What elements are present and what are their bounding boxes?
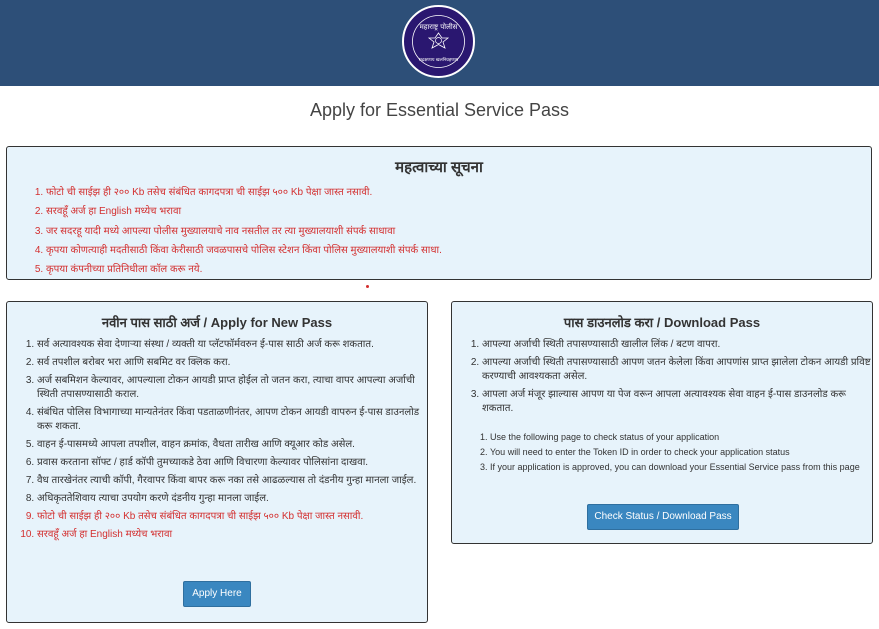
page-title: Apply for Essential Service Pass: [309, 100, 570, 120]
list-item: 5. वाहन ई-पासमध्ये आपला तपशील, वाहन क्रमांक, वैधता तारीख आणि क्यूआर कोड असेल.: [37, 438, 427, 452]
download-instructions-marathi: [470, 338, 874, 420]
list-item: 1. आपल्या अर्जाची स्थिती तपासण्यासाठी खालील लिंक / बटण वापरा.: [482, 338, 874, 352]
list-item: 3. अर्ज सबमिशन केल्यावर, आपल्याला टोकन आयडी प्राप्त होईल तो जतन करा, त्याचा वापर आपल्या अर्जाची स्थिती तपासण्यासाठी कराल.: [37, 374, 427, 402]
list-item: 1. Use the following page to check status of your application: [490, 430, 872, 445]
download-pass-panel: [451, 301, 873, 544]
list-item: 10. सरवहूँ अर्ज हा English मध्येच भरावा: [37, 528, 427, 542]
download-instructions-english: [480, 430, 872, 475]
list-item: 2. You will need to enter the Token ID in order to check your application status: [490, 445, 872, 460]
list-item: 3. आपला अर्ज मंजूर झाल्यास आपण या पेज वरून आपला अत्यावश्यक सेवा वाहन ई-पास डाउनलोड करू शकतात.: [482, 388, 874, 416]
list-item: 9. फोटो ची साईझ ही २०० Kb तसेच संबंधित कागदपत्रा ची साईझ ५०० Kb पेक्षा जास्त नसावी.: [37, 510, 427, 524]
apply-panel-title: नवीन पास साठी अर्ज / Apply for New Pass: [101, 315, 333, 330]
separator-dot: [366, 285, 369, 288]
list-item: 4. संबंधित पोलिस विभागाच्या मान्यतेनंतर किंवा पडताळणीनंतर, आपण टोकन आयडी वापरुन ई-पास डाउनलोड करू शकता.: [37, 406, 427, 434]
list-item: 2. सर्व तपशील बरोबर भरा आणि सबमिट वर क्लिक करा.: [37, 356, 427, 370]
notice-list: [41, 183, 442, 279]
list-item: 2. आपल्या अर्जाची स्थिती तपासण्यासाठी आपण जतन केलेला किंवा आपणांस प्राप्त झालेला टोकन आयडी प्रविष्ट करण्याची आवश्यकता असेल.: [482, 356, 874, 384]
apply-here-button[interactable]: Apply Here: [183, 581, 251, 607]
list-item: 7. वैध तारखेनंतर त्याची कॉपी, गैरवापर किंवा बापर करू नका तसे आढळल्यास तो दंडनीय गुन्हा मानला जाईल.: [37, 474, 427, 488]
important-notice-box: [6, 146, 872, 280]
notice-item: 4. कृपया कोणत्याही मदतीसाठी किंवा केरीसाठी जवळपासचे पोलिस स्टेशन किंवा पोलिस मुख्यालयाशी संपर्क साधा.: [46, 241, 442, 260]
notice-item: 3. जर सदरहू यादी मध्ये आपल्या पोलीस मुख्यालयाचे नाव नसतील तर त्या मुख्यालयाशी संपर्क साधावा: [46, 222, 442, 241]
list-item: 1. सर्व अत्यावश्यक सेवा देणाऱ्या संस्था / व्यक्ती या प्लॅटफॉर्मवरुन ई-पास साठी अर्ज करू शकतात.: [37, 338, 427, 352]
notice-title: महत्वाच्या सूचना: [395, 159, 483, 176]
apply-instructions-list: [25, 338, 427, 546]
header-bar: [0, 0, 879, 86]
notice-item: 2. सरवहूँ अर्ज हा English मध्येच भरावा: [46, 202, 442, 221]
logo-text-top: महाराष्ट्र पोलीस: [419, 23, 458, 31]
list-item: 8. अधिकृततेशिवाय त्याचा उपयोग करणे दंडनीय गुन्हा मानला जाईल.: [37, 492, 427, 506]
maharashtra-police-logo: [402, 5, 475, 78]
apply-new-pass-panel: [6, 301, 428, 623]
notice-item: 1. फोटो ची साईझ ही २०० Kb तसेच संबंधित कागदपत्रा ची साईझ ५०० Kb पेक्षा जास्त नसावी.: [46, 183, 442, 202]
list-item: 6. प्रवास करताना सॉफ्ट / हार्ड कॉपी तुमच्याकडे ठेवा आणि विचारणा केल्यावर पोलिसांना दाखवा.: [37, 456, 427, 470]
notice-item: 5. कृपया कंपनीच्या प्रतिनिधीला कॉल करू नये.: [46, 260, 442, 279]
check-status-download-button[interactable]: Check Status / Download Pass: [587, 504, 739, 530]
list-item: 3. If your application is approved, you can download your Essential Service pass from this page: [490, 460, 872, 475]
police-emblem-icon: [404, 7, 473, 76]
logo-text-bottom: सद्रक्षणाय खलनिग्रहणाय: [418, 58, 459, 63]
download-panel-title: पास डाउनलोड करा / Download Pass: [563, 315, 761, 330]
